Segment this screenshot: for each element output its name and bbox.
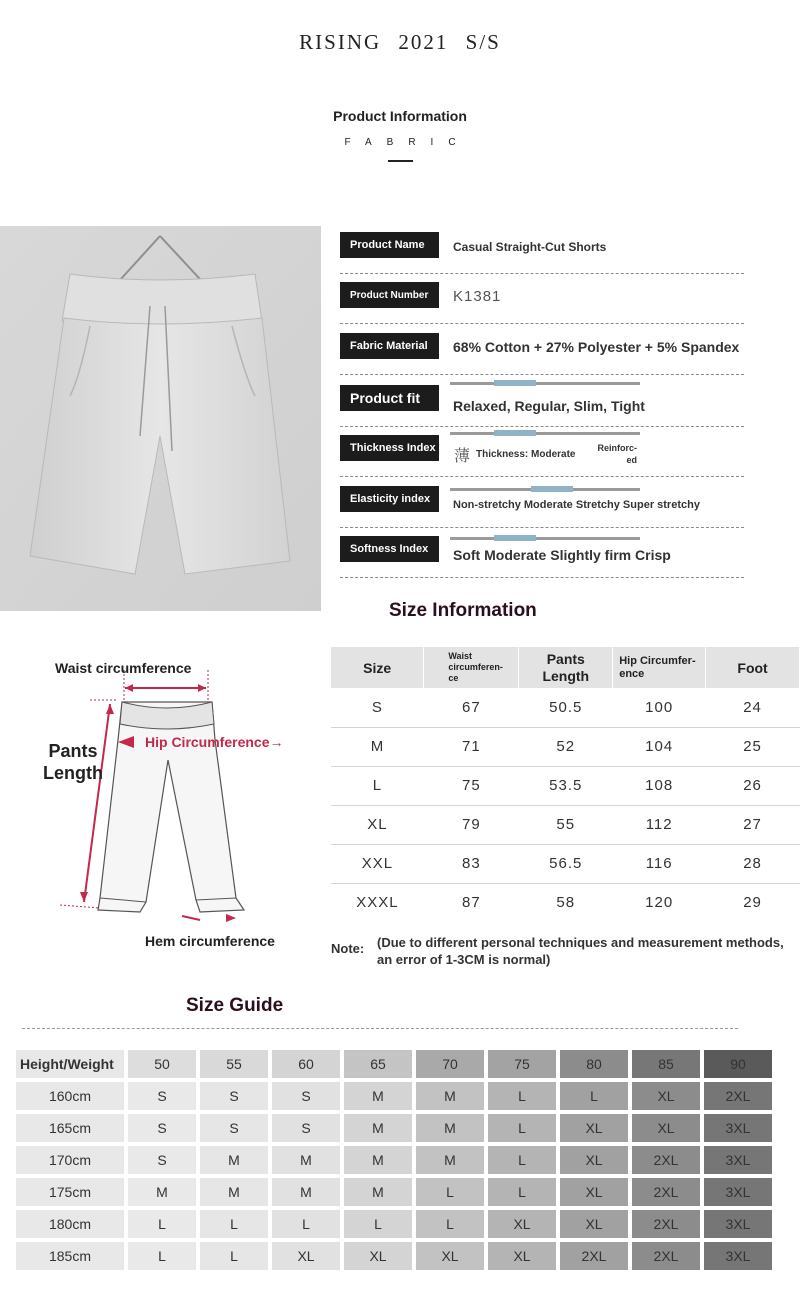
size-guide-cell: S [200,1114,268,1142]
measurement-cell: 67 [424,688,519,727]
elasticity-marker [531,486,573,492]
size-guide-row [16,1082,784,1110]
size-table-header [331,647,800,688]
softness-scale [450,537,640,540]
elasticity-row [340,480,744,528]
size-guide-cell: L [128,1210,196,1238]
size-guide-header-row [16,1050,784,1078]
weight-header: 70 [416,1050,484,1078]
size-guide-cell: 3XL [704,1114,772,1142]
size-guide-cell: M [272,1178,340,1206]
measurement-cell: 83 [424,844,519,883]
product-name-value: Casual Straight-Cut Shorts [453,240,607,254]
measurement-cell: 50.5 [519,688,613,727]
size-guide-cell: 3XL [704,1146,772,1174]
size-row [331,805,800,844]
product-fit-scale [450,382,640,385]
note-text: (Due to different personal techniques and measurement methods, an error of 1-3CM is normal) [377,935,784,967]
measurement-cell: 104 [613,727,706,766]
size-guide-cell: L [488,1114,556,1142]
softness-value: Soft Moderate Slightly firm Crisp [453,547,671,563]
size-guide-cell: 2XL [560,1242,628,1270]
measurement-cell: 55 [519,805,613,844]
measurement-cell: 87 [462,894,481,912]
size-guide-cell: L [344,1210,412,1238]
size-guide-cell: M [128,1178,196,1206]
size-guide-cell: S [272,1114,340,1142]
size-guide-cell: 3XL [704,1242,772,1270]
size-guide-table [16,1050,784,1274]
size-guide-cell: S [128,1146,196,1174]
hem-label: Hem circumference [145,933,275,949]
size-guide-divider [22,1028,738,1029]
size-cell: XXL [331,844,424,883]
measurement-cell: 71 [424,727,519,766]
size-guide-cell: XL [560,1114,628,1142]
col-header-size: Size [331,647,424,688]
size-guide-cell: L [416,1210,484,1238]
col-header-length: Pants Length [519,647,613,688]
size-guide-cell: 2XL [632,1146,700,1174]
size-guide-cell: L [416,1178,484,1206]
weight-header: 60 [272,1050,340,1078]
measurement-cell: 26 [706,766,800,805]
size-guide-cell: L [272,1210,340,1238]
size-row [331,844,800,883]
thickness-scale [450,432,640,435]
shorts-image [0,226,321,611]
height-label: 185cm [16,1242,124,1270]
measurement-cell: 120 [645,894,674,912]
thin-glyph: 薄 [454,448,471,465]
size-guide-cell: XL [560,1146,628,1174]
product-photo [0,226,321,611]
measurement-cell: 56.5 [519,844,613,883]
height-label: 180cm [16,1210,124,1238]
measurement-cell: 52 [519,727,613,766]
height-label: 165cm [16,1114,124,1142]
measurement-cell: 53.5 [519,766,613,805]
waist-label: Waist circumference [55,660,192,676]
size-cell: M [331,727,424,766]
height-label: 170cm [16,1146,124,1174]
size-guide-cell: L [200,1210,268,1238]
size-cell: XL [331,805,424,844]
measurement-cell: 108 [613,766,706,805]
size-row [331,766,800,805]
thickness-label: Thickness Index [340,435,439,461]
size-cell: S [331,688,424,727]
thickness-reinforced-text: Reinforc- ed [597,443,637,465]
size-guide-cell: L [488,1178,556,1206]
size-guide-cell: L [200,1242,268,1270]
size-guide-cell: M [272,1146,340,1174]
thickness-marker [494,430,536,436]
weight-header: 65 [344,1050,412,1078]
size-guide-row [16,1146,784,1174]
size-guide-cell: 2XL [704,1082,772,1110]
size-guide-row [16,1178,784,1206]
note-label: Note: [331,941,365,956]
size-guide-cell: M [416,1114,484,1142]
product-fit-row [340,379,744,427]
weight-header: 80 [560,1050,628,1078]
size-cell: XXXL [356,894,399,912]
size-guide-row [16,1210,784,1238]
size-table [331,647,800,922]
size-guide-cell: 3XL [704,1178,772,1206]
weight-header: 90 [704,1050,772,1078]
section-title: Product Information [333,108,467,124]
size-guide-cell: M [344,1114,412,1142]
product-fit-value: Relaxed, Regular, Slim, Tight [453,398,645,414]
size-guide-cell: S [200,1082,268,1110]
size-guide-cell: S [128,1082,196,1110]
size-guide-cell: L [488,1146,556,1174]
measurement-cell: 75 [424,766,519,805]
fabric-material-row [340,327,744,375]
elasticity-scale [450,488,640,491]
measurement-cell: 24 [706,688,800,727]
size-guide-cell: S [272,1082,340,1110]
col-header-hip: Hip Circumfer- ence [613,647,706,688]
product-number-value: K1381 [453,288,502,305]
size-guide-title: Size Guide [186,995,284,1016]
size-guide-cell: XL [272,1242,340,1270]
size-guide-cell: M [344,1082,412,1110]
measurement-cell: 100 [613,688,706,727]
measurement-cell: 58 [556,894,576,912]
size-guide-row [16,1242,784,1270]
size-guide-cell: M [416,1146,484,1174]
pants-diagram [0,640,330,960]
size-info-title: Size Information [389,600,537,621]
height-label: 160cm [16,1082,124,1110]
size-row [331,727,800,766]
product-fit-marker [494,380,536,386]
elasticity-value: Non-stretchy Moderate Stretchy Super stretchy [453,499,700,511]
product-number-label: Product Number [340,282,439,308]
size-guide-corner: Height/Weight [16,1050,124,1078]
pants-length-label: Pants Length [43,741,103,783]
section-subtitle: FABRIC [344,137,471,148]
fabric-material-label: Fabric Material [340,333,439,359]
title-underline [388,160,413,162]
size-guide-cell: S [128,1114,196,1142]
size-guide-cell: XL [344,1242,412,1270]
product-fit-label: Product fit [340,385,439,411]
hip-label: Hip Circumference→ [145,734,284,750]
elasticity-label: Elasticity index [340,486,439,512]
size-guide-cell: XL [560,1178,628,1206]
product-name-label: Product Name [340,232,439,258]
product-name-row [340,226,744,274]
size-guide-cell: M [344,1146,412,1174]
fabric-material-value: 68% Cotton + 27% Polyester + 5% Spandex [453,339,740,355]
thickness-moderate-text: Thickness: Moderate [476,449,576,460]
size-guide-cell: XL [488,1210,556,1238]
size-guide-cell: L [560,1082,628,1110]
size-guide-cell: XL [632,1114,700,1142]
size-row [331,688,800,727]
size-guide-row [16,1114,784,1142]
softness-label: Softness Index [340,536,439,562]
measurement-cell: 28 [706,844,800,883]
size-guide-cell: XL [632,1082,700,1110]
size-cell: L [331,766,424,805]
size-guide-cell: L [488,1082,556,1110]
measurement-cell: 29 [743,894,762,912]
size-guide-cell: XL [488,1242,556,1270]
size-guide-cell: M [200,1178,268,1206]
weight-header: 55 [200,1050,268,1078]
softness-row [340,530,744,578]
measurement-cell: 112 [613,805,706,844]
weight-header: 75 [488,1050,556,1078]
measurement-cell: 25 [706,727,800,766]
size-guide-cell: M [344,1178,412,1206]
size-guide-cell: M [416,1082,484,1110]
product-number-row [340,276,744,324]
measurement-cell: 79 [424,805,519,844]
col-header-waist: Waist circumferen- ce [424,647,519,688]
col-header-foot: Foot [706,647,800,688]
size-row [331,883,800,922]
size-guide-cell: 2XL [632,1242,700,1270]
weight-header: 85 [632,1050,700,1078]
measurement-diagram [0,640,330,960]
size-guide-cell: 3XL [704,1210,772,1238]
brand-title: RISING 2021 S/S [299,30,501,54]
measurement-cell: 116 [613,844,706,883]
size-guide-cell: 2XL [632,1210,700,1238]
weight-header: 50 [128,1050,196,1078]
measurement-cell: 27 [706,805,800,844]
size-guide-cell: XL [560,1210,628,1238]
size-guide-cell: L [128,1242,196,1270]
height-label: 175cm [16,1178,124,1206]
thickness-row [340,429,744,477]
softness-marker [494,535,536,541]
size-guide-cell: M [200,1146,268,1174]
size-guide-cell: 2XL [632,1178,700,1206]
size-guide-cell: XL [416,1242,484,1270]
